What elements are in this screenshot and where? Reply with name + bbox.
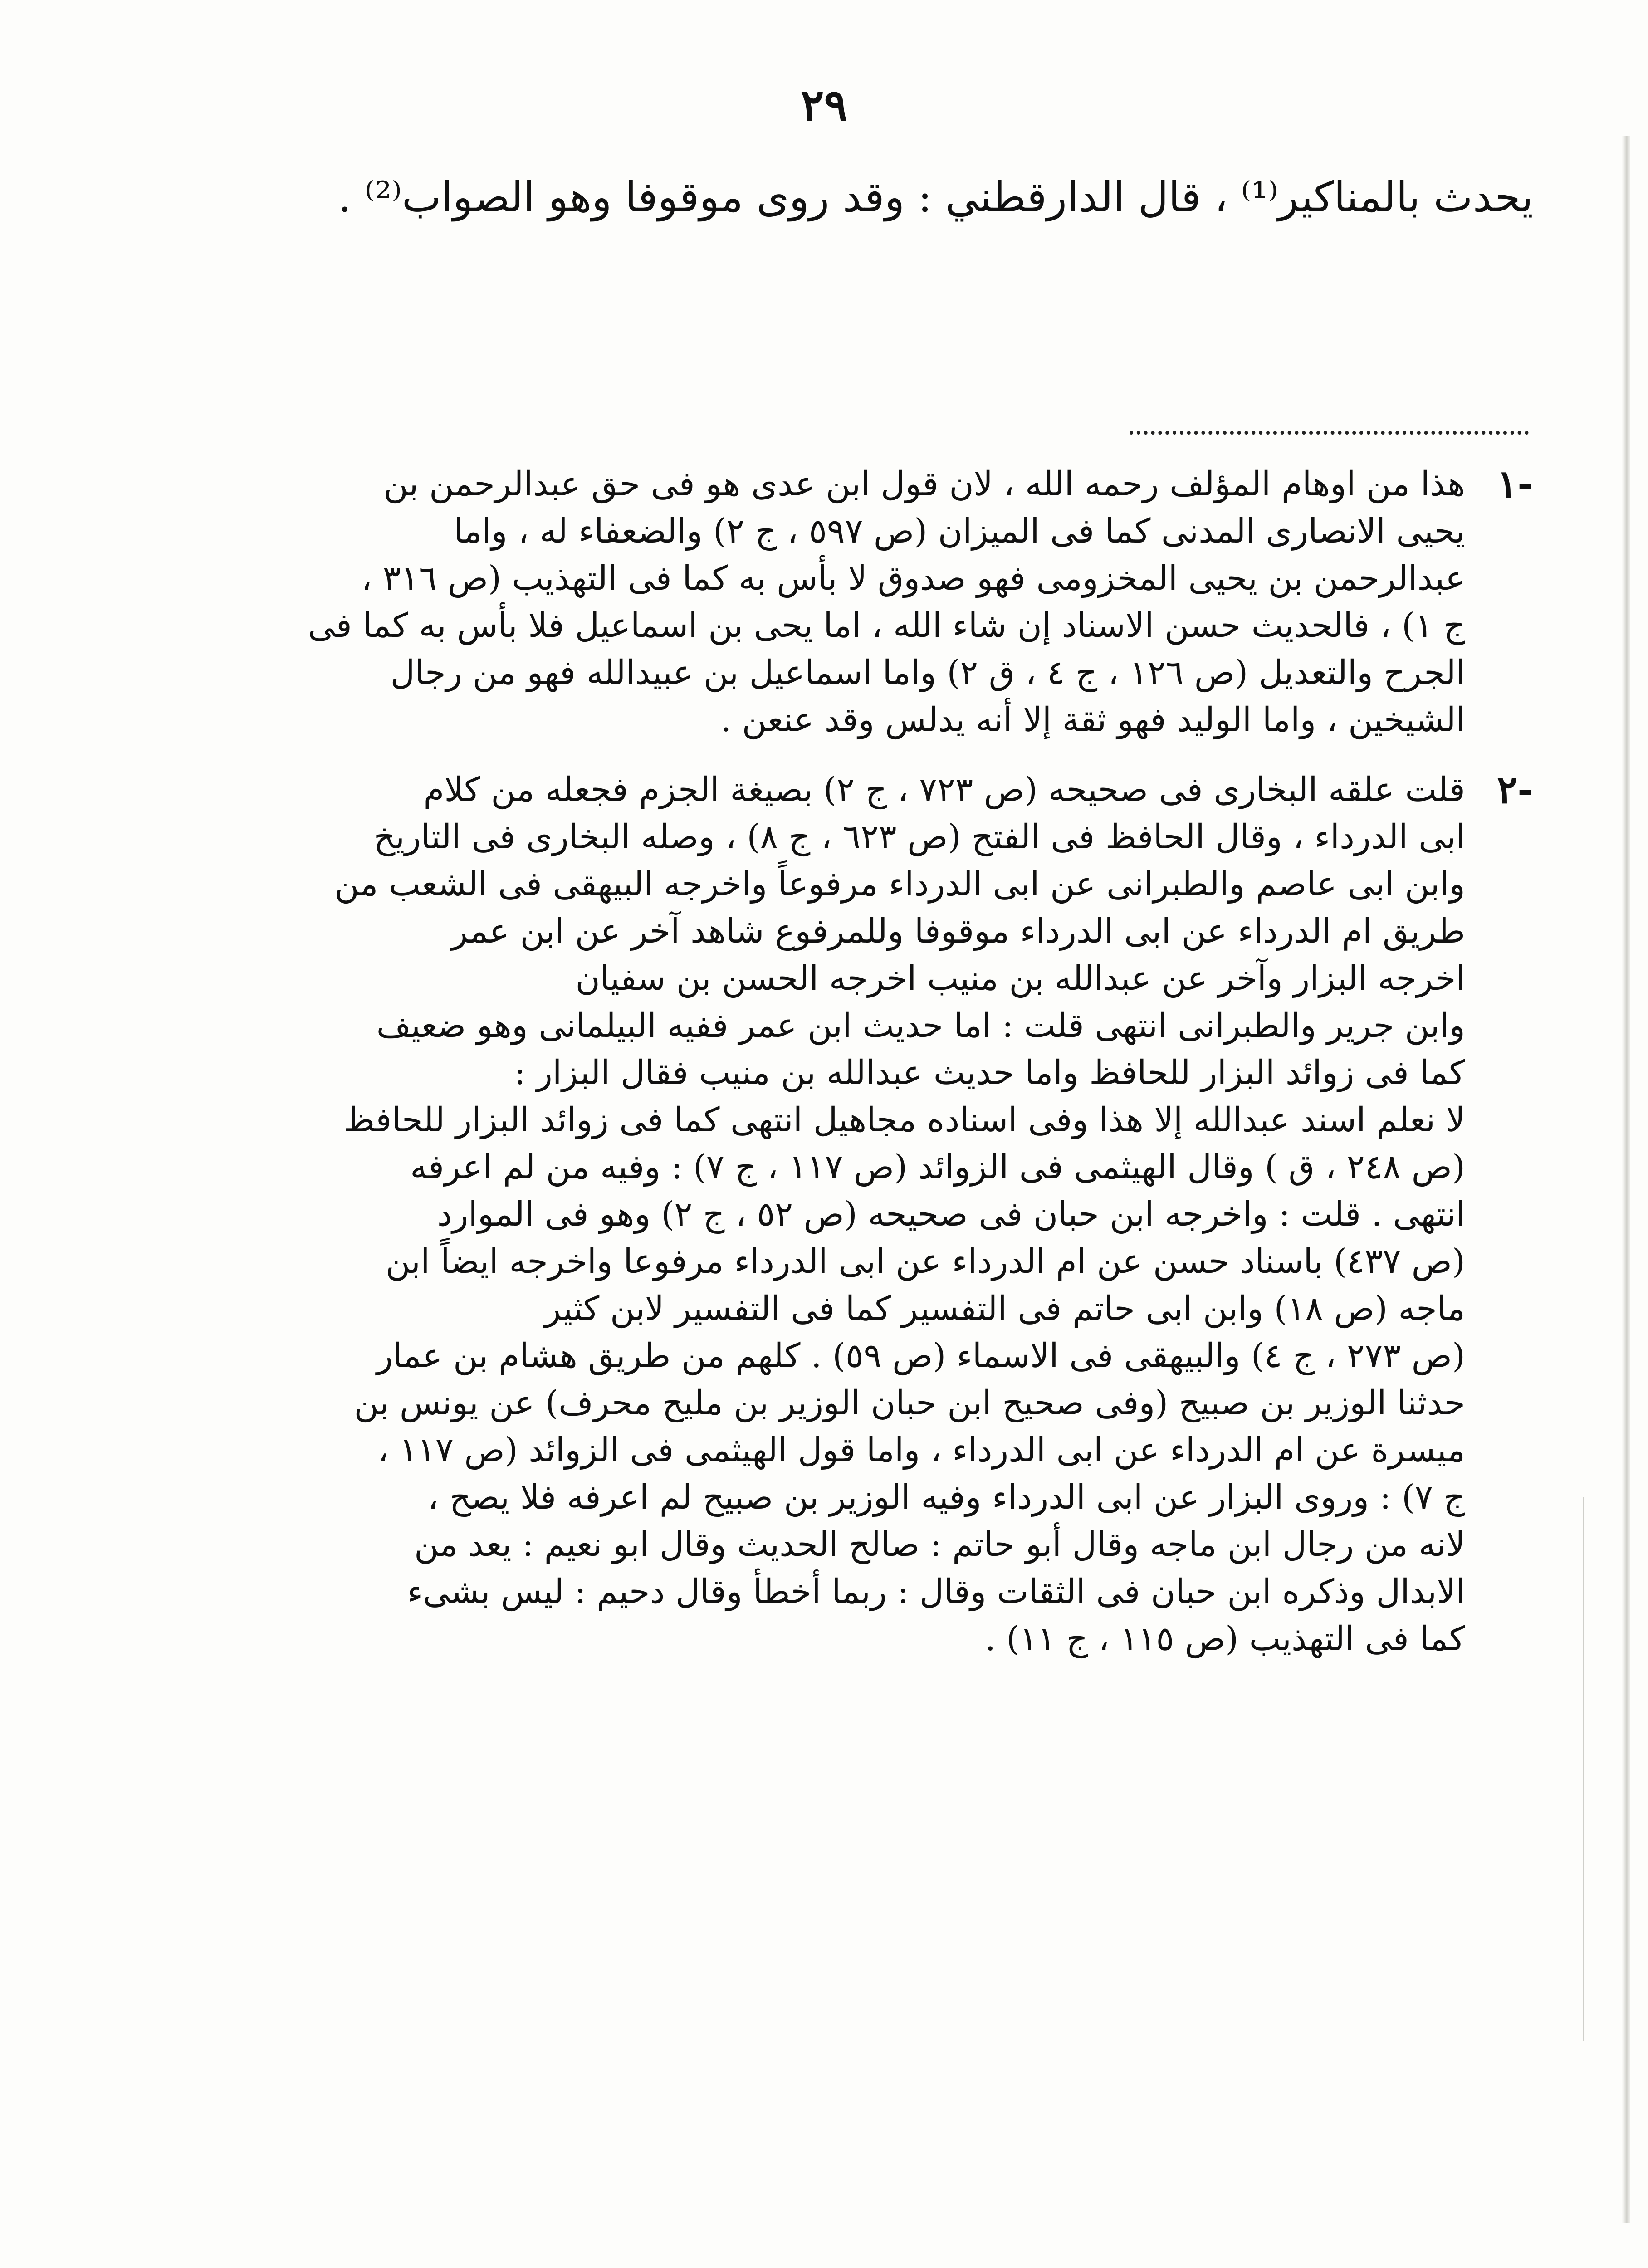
footnote-line: (ص ٢٤٨ ، ق ) وقال الهيثمى فى الزوائد (ص ١١٧ ، ج ٧) : وفيه من لم اعرفه (410, 1148, 1465, 1187)
footnote-number: -١ (1497, 461, 1533, 506)
footnote-body (136, 460, 1465, 743)
scan-artifact-line (1583, 1497, 1584, 2041)
footnote-line: (ص ٢٧٣ ، ج ٤) والبيهقى فى الاسماء (ص ٥٩) . كلهم من طريق هشام بن عمار (377, 1336, 1465, 1375)
footnote-line: (ص ٤٣٧) باسناد حسن عن ام الدرداء عن ابى الدرداء مرفوعا واخرجه ايضاً ابن (386, 1242, 1465, 1281)
footnote-line: الشيخين ، واما الوليد فهو ثقة إلا أنه يدلس وقد عنعن . (720, 700, 1465, 739)
footnote-line: انتهى . قلت : واخرجه ابن حبان فى صحيحه (ص ٥٢ ، ج ٢) وهو فى الموارد (437, 1195, 1465, 1234)
footnote-line: ماجه (ص ١٨) وابن ابى حاتم فى التفسير كما فى التفسير لابن كثير (544, 1289, 1465, 1328)
footnote-line: قلت علقه البخارى فى صحيحه (ص ٧٢٣ ، ج ٢) بصيغة الجزم فجعله من كلام (423, 770, 1465, 809)
footnote-line: وابن جرير والطبرانى انتهى قلت : اما حديث ابن عمر ففيه البيلمانى وهو ضعيف (376, 1006, 1465, 1045)
footnote-line: كما فى التهذيب (ص ١١٥ ، ج ١١) . (985, 1619, 1465, 1658)
footnote-line: عبدالرحمن بن يحيى المخزومى فهو صدوق لا بأس به كما فى التهذيب (ص ٣١٦ ، (361, 559, 1465, 598)
footnote-line: الجرح والتعديل (ص ١٢٦ ، ج ٤ ، ق ٢) واما اسماعيل بن عبيدالله فهو من رجال (390, 653, 1465, 692)
footnotes (136, 460, 1533, 1685)
page-number: ٢٩ (800, 79, 848, 131)
footnote-line: ج ١) ، فالحديث حسن الاسناد إن شاء الله ، اما يحى بن اسماعيل فلا بأس به كما فى (308, 606, 1465, 645)
footnote-separator (1130, 431, 1529, 435)
footnote-line: اخرجه البزار وآخر عن عبدالله بن منيب اخرجه الحسن بن سفيان (575, 959, 1465, 998)
footnote-line: وابن ابى عاصم والطبرانى عن ابى الدرداء مرفوعاً واخرجه البيهقى فى الشعب من (334, 865, 1465, 904)
footnote-line: حدثنا الوزير بن صبيح (وفى صحيح ابن حبان الوزير بن مليح محرف) عن يونس بن (354, 1383, 1465, 1422)
footnote-line: هذا من اوهام المؤلف رحمه الله ، لان قول ابن عدى هو فى حق عبدالرحمن بن (383, 464, 1465, 503)
footnote-line: ابى الدرداء ، وقال الحافظ فى الفتح (ص ٦٢٣ ، ج ٨) ، وصله البخارى فى التاريخ (373, 817, 1465, 856)
footnote-1 (136, 460, 1533, 743)
footnote-body (136, 766, 1465, 1662)
footnote-line: كما فى زوائد البزار للحافظ واما حديث عبدالله بن منيب فقال البزار : (514, 1053, 1465, 1092)
footnote-line: ميسرة عن ام الدرداء عن ابى الدرداء ، واما قول الهيثمى فى الزوائد (ص ١١٧ ، (378, 1431, 1465, 1470)
footnote-line: لا نعلم اسند عبدالله إلا هذا وفى اسناده مجاهيل انتهى كما فى زوائد البزار للحافظ (343, 1100, 1465, 1139)
footnote-line: الابدال وذكره ابن حبان فى الثقات وقال : ربما أخطأ وقال دحيم : ليس بشىء (407, 1572, 1465, 1611)
scan-edge-shadow (1622, 136, 1630, 2223)
footnote-line: ج ٧) : وروى البزار عن ابى الدرداء وفيه الوزير بن صبيح لم اعرفه فلا يصح ، (428, 1478, 1465, 1517)
footnote-number: -٢ (1497, 767, 1533, 812)
footnote-2 (136, 766, 1533, 1662)
footnote-line: يحيى الانصارى المدنى كما فى الميزان (ص ٥٩٧ ، ج ٢) والضعفاء له ، واما (454, 512, 1465, 551)
main-text: يحدث بالمناكير⁽¹⁾ ، قال الدارقطني : وقد روى موقوفا وهو الصواب⁽²⁾ . (338, 173, 1533, 221)
footnote-line: طريق ام الدرداء عن ابى الدرداء موقوفا وللمرفوع شاهد آخر عن ابن عمر (451, 912, 1465, 951)
footnote-line: لانه من رجال ابن ماجه وقال أبو حاتم : صالح الحديث وقال ابو نعيم : يعد من (414, 1525, 1465, 1564)
